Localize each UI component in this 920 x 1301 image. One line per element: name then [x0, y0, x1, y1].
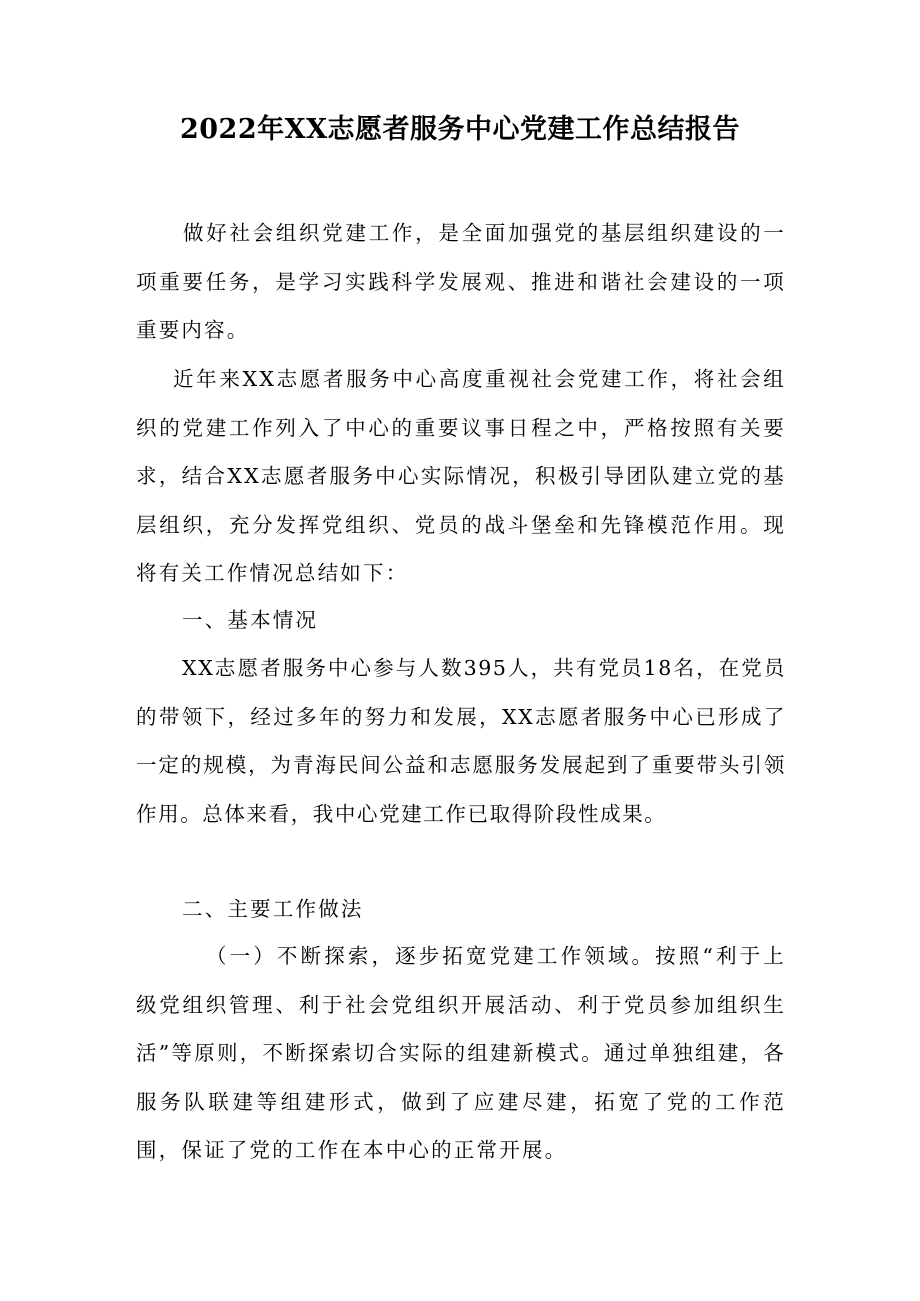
document-title: 2022年XX志愿者服务中心党建工作总结报告	[179, 114, 741, 145]
paragraph-basic-situation: XX志愿者服务中心参与人数395人，共有党员18名，在党员的带领下，经过多年的努力和发展，XX志愿者服务中心已形成了一定的规模，为青海民间公益和志愿服务发展起到了重要带头引领作用。总体来看，我中心党建工作已取得阶段性成果。	[136, 656, 786, 826]
section-heading-basic-situation: 一、基本情况	[182, 608, 319, 632]
paragraph-intro: 做好社会组织党建工作，是全面加强党的基层组织建设的一项重要任务，是学习实践科学发展观、推进和谐社会建设的一项重要内容。	[136, 221, 786, 342]
paragraph-overview: 近年来XX志愿者服务中心高度重视社会党建工作，将社会组织的党建工作列入了中心的重要议事日程之中，严格按照有关要求，结合XX志愿者服务中心实际情况，积极引导团队建立党的基层组织，充分发挥党组织、党员的战斗堡垒和先锋模范作用。现将有关工作情况总结如下：	[136, 367, 786, 585]
section-heading-main-practices: 二、主要工作做法	[182, 897, 364, 921]
paragraph-practice-1: （一）不断探索，逐步拓宽党建工作领域。按照“利于上级党组织管理、利于社会党组织开展活动、利于党员参加组织生活”等原则，不断探索切合实际的组建新模式。通过单独组建，各服务队联建等组建形式，做到了应建尽建，拓宽了党的工作范围，保证了党的工作在本中心的正常开展。	[136, 944, 786, 1162]
